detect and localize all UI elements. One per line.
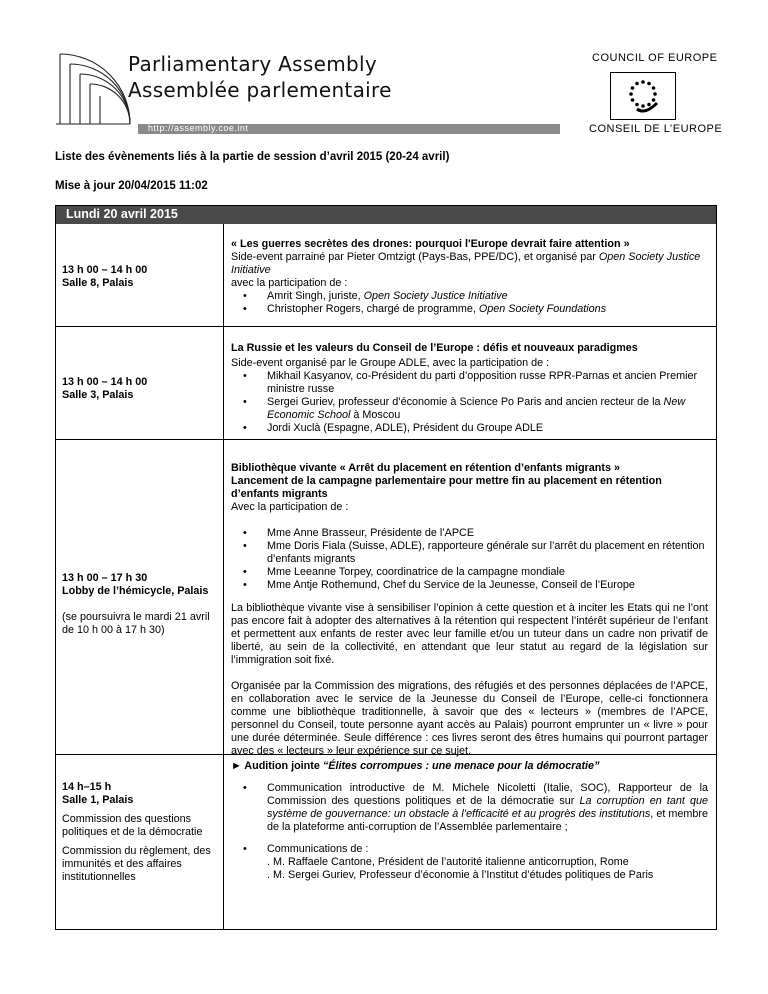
event-1-details — [231, 238, 708, 316]
event-place: Salle 8, Palais — [62, 277, 134, 289]
intro-text: Side-event parrainé par Pieter Omtzigt (Pays-Bas, PPE/DC), et organisé par — [231, 251, 599, 263]
speaker-list — [231, 782, 708, 882]
day-label: Lundi 20 avril 2015 — [66, 207, 178, 221]
event-intro — [231, 251, 708, 277]
letterhead — [0, 0, 768, 140]
event-intro: Avec la participation de : — [231, 501, 349, 513]
event-3-details — [231, 462, 708, 758]
participant-name: Amrit Singh, juriste, — [267, 290, 364, 302]
event-time: 14 h–15 h — [62, 781, 112, 793]
bullet-text: • Communications de : — [267, 843, 369, 855]
event-title: La Russie et les valeurs du Conseil de l’Europe : défis et nouveaux paradigmes — [231, 342, 638, 354]
committee-name: Commission du règlement, des immunités et des affaires institutionnelles — [62, 845, 211, 883]
events-table — [55, 205, 717, 930]
committee-name: Commission des questions politiques et de la démocratie — [62, 813, 203, 838]
event-time: 13 h 00 – 14 h 00 — [62, 264, 148, 276]
participant-text: Sergei Guriev, professeur d’économie à Science Po Paris and ancien recteur de la — [267, 396, 664, 408]
row-divider — [56, 439, 716, 440]
event-title — [231, 760, 708, 773]
participant-text: à Moscou — [350, 409, 401, 421]
list-item: • Jordi Xuclà (Espagne, ADLE), Président du Groupe ADLE — [231, 422, 708, 435]
participant-list — [231, 290, 708, 316]
event-intro: Side-event organisé par le Groupe ADLE, avec la participation de : — [231, 357, 550, 369]
event-2-details — [231, 342, 708, 435]
participant-org: Open Society Foundations — [478, 303, 607, 315]
coe-name-fr: CONSEIL DE L’EUROPE — [589, 123, 723, 135]
title-text: Audition jointe — [244, 760, 323, 772]
event-place: Lobby de l’hémicycle, Palais — [62, 585, 209, 597]
hemicycle-logo-icon — [52, 44, 132, 136]
coe-name-en: COUNCIL OF EUROPE — [592, 52, 718, 64]
description-paragraph: Organisée par la Commission des migrations, des réfugiés et des personnes déplacées de l’APCE, en collaboration avec le service de la Jeunesse du Conseil de l’Europe, celle-ci fonctionnera comme une bibliothèque traditionnelle, à savoir que des « lecteurs » (membres de l’APCE, personnel du Conseil, toute personne ayant accès au Palais) pourront emprunter un « livre » pour une durée déterminée. Seule différence : ces livres seront des êtres humains qui pourront partager avec des « lecteurs » leur expérience sur ce sujet. — [231, 680, 708, 757]
title-quote: “Élites corrompues : une menace pour la démocratie” — [322, 760, 600, 772]
event-note: (se poursuivra le mardi 21 avril de 10 h 00 à 17 h 30) — [62, 611, 210, 636]
coe-stars-icon — [611, 73, 675, 119]
event-3-time-place — [62, 572, 220, 637]
event-time: 13 h 00 – 17 h 30 — [62, 572, 148, 584]
participant-list — [231, 527, 708, 592]
list-item: • Mme Antje Rothemund, Chef du Service de la Jeunesse, Conseil de l’Europe — [231, 579, 708, 592]
participant-name: Christopher Rogers, chargé de programme, — [267, 303, 479, 315]
list-item — [231, 782, 708, 834]
event-title: « Les guerres secrètes des drones: pourquoi l'Europe devrait faire attention » — [231, 238, 630, 250]
participant-org: Open Society Justice Initiative — [363, 290, 508, 302]
row-divider — [56, 326, 716, 327]
arrow-icon: ► — [231, 760, 242, 772]
event-title: Bibliothèque vivante « Arrêt du placement en rétention d’enfants migrants » — [231, 462, 620, 474]
report-title: La corruption en tant que système de gouvernance: un obstacle à l’efficacité et au progrès des institutions — [267, 795, 708, 820]
speaker-line: . M. Sergei Guriev, Professeur d’économie à l’Institut d’études politiques de Paris — [267, 869, 654, 881]
description-paragraph: La bibliothèque vivante vise à sensibiliser l’opinion à cette question et à inciter les Etats qui ne l’ont pas encore fait à adopter des alternatives à la rétention qui respectent l’intérêt supérieur de l’enfant et permettent aux enfants de rester avec leur famille et/ou un tuteur dans un cadre non privatif de liberté, au sein de la collectivité, en attendant que leur statut au regard de la législation sur l’immigration soit fixé. — [231, 602, 708, 666]
list-item — [231, 396, 708, 422]
coe-logo — [610, 72, 676, 120]
event-subtitle: Lancement de la campagne parlementaire pour mettre fin au placement en rétention d’enfants migrants — [231, 475, 662, 500]
list-item: • Mikhail Kasyanov, co-Président du parti d’opposition russe RPR-Parnas et ancien Premier ministre russe — [231, 370, 708, 396]
list-item: • Mme Doris Fiala (Suisse, ADLE), rapporteure générale sur l’arrêt du placement en rétention d’enfants migrants — [231, 540, 708, 566]
event-4-time-place — [62, 781, 220, 884]
assembly-title-fr: Assemblée parlementaire — [128, 78, 392, 102]
document-title: Liste des évènements liés à la partie de session d’avril 2015 (20-24 avril) — [55, 151, 450, 163]
organizer-name: Open Society Justice Initiative — [231, 251, 701, 276]
event-intro-2: avec la participation de : — [231, 277, 348, 289]
event-1-time-place — [62, 264, 147, 290]
list-item: • Mme Leeanne Torpey, coordinatrice de la campagne mondiale — [231, 566, 708, 579]
list-item — [231, 303, 708, 316]
speaker-line: . M. Raffaele Cantone, Président de l’autorité italienne anticorruption, Rome — [267, 856, 629, 868]
event-time: 13 h 00 – 14 h 00 — [62, 376, 148, 388]
assembly-title-en: Parliamentary Assembly — [128, 52, 377, 76]
update-timestamp: Mise à jour 20/04/2015 11:02 — [55, 180, 208, 192]
participant-list — [231, 370, 708, 435]
bullet-text: , et membre de la plateforme anti-corruption de l’Assemblée parlementaire ; — [267, 808, 709, 833]
event-place: Salle 1, Palais — [62, 794, 134, 806]
school-name: New Economic School — [267, 396, 686, 421]
event-2-time-place — [62, 376, 147, 402]
list-item — [231, 843, 708, 882]
day-header — [56, 206, 716, 224]
list-item: • Mme Anne Brasseur, Présidente de l’APCE — [231, 527, 708, 540]
list-item — [231, 290, 708, 303]
event-place: Salle 3, Palais — [62, 389, 134, 401]
bullet-text: Communication introductive de M. Michele Nicoletti (Italie, SOC), Rapporteur de la Commission des questions politiques et de la démocratie sur — [267, 782, 708, 807]
column-divider — [223, 224, 224, 929]
assembly-url-link[interactable]: http://assembly.coe.int — [148, 123, 249, 133]
event-4-details — [231, 760, 708, 882]
